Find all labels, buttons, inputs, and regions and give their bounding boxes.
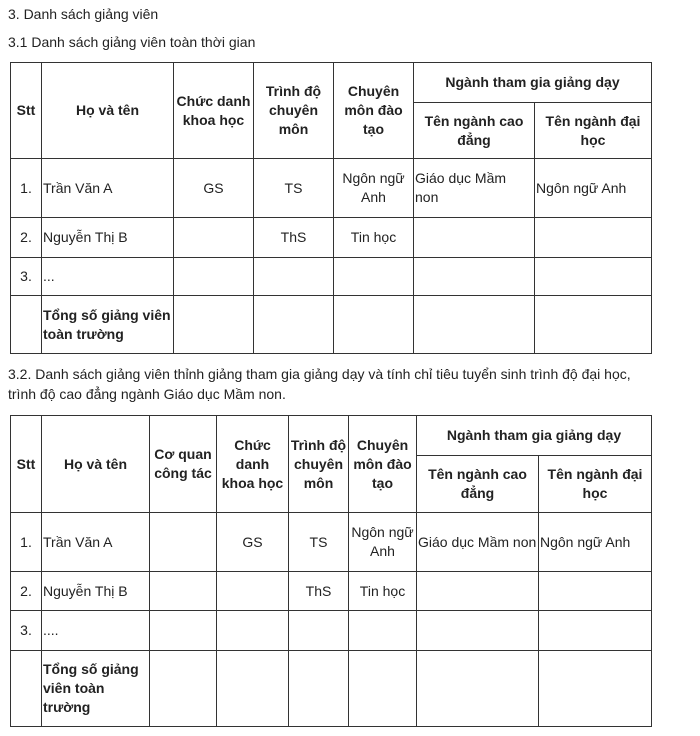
cell-stt: 1.: [11, 159, 42, 218]
total-row: [11, 651, 652, 727]
cell-agency: [150, 572, 217, 611]
header-specialty: Chuyên môn đào tạo: [334, 63, 414, 159]
total-row: [11, 296, 652, 354]
cell-stt: 3.: [11, 611, 42, 651]
cell-degree: [254, 258, 334, 296]
header-agency: Cơ quan công tác: [150, 416, 217, 513]
cell-university-major: Ngôn ngữ Anh: [539, 513, 652, 572]
table-row: [11, 572, 652, 611]
cell-degree: [289, 611, 349, 651]
table1-caption: 3.1 Danh sách giảng viên toàn thời gian: [8, 34, 256, 50]
cell-name: Nguyễn Thị B: [42, 218, 174, 258]
header-college-major: Tên ngành cao đẳng: [414, 103, 535, 159]
total-label: Tổng số giảng viên toàn trường: [42, 651, 150, 727]
table-row: [11, 159, 652, 218]
header-academic-title: Chức danh khoa học: [174, 63, 254, 159]
header-university-major: Tên ngành đại học: [539, 456, 652, 513]
cell-name: Trần Văn A: [42, 159, 174, 218]
cell-academic-title: [174, 218, 254, 258]
table-visiting-lecturers: [10, 415, 652, 727]
table2-caption: 3.2. Danh sách giảng viên thỉnh giảng tham gia giảng dạy và tính chỉ tiêu tuyển sinh trình độ đại học, trình độ cao đẳng ngành Giáo dục Mầm non.: [8, 366, 631, 402]
cell-university-major: [539, 611, 652, 651]
cell-academic-title: GS: [174, 159, 254, 218]
cell-academic-title: [217, 572, 289, 611]
total-label: Tổng số giảng viên toàn trường: [42, 296, 174, 354]
cell-degree: ThS: [254, 218, 334, 258]
cell-name: Trần Văn A: [42, 513, 150, 572]
table-row: [11, 611, 652, 651]
header-name: Họ và tên: [42, 63, 174, 159]
cell-name: ...: [42, 258, 174, 296]
header-teaching-majors: Ngành tham gia giảng dạy: [414, 63, 652, 103]
cell-university-major: [535, 218, 652, 258]
cell-stt: 1.: [11, 513, 42, 572]
table-row: [11, 258, 652, 296]
header-name: Họ và tên: [42, 416, 150, 513]
header-stt: Stt: [11, 416, 42, 513]
cell-specialty: Ngôn ngữ Anh: [334, 159, 414, 218]
header-academic-title: Chức danh khoa học: [217, 416, 289, 513]
cell-university-major: [535, 258, 652, 296]
header-college-major: Tên ngành cao đẳng: [417, 456, 539, 513]
cell-stt: 2.: [11, 218, 42, 258]
cell-degree: TS: [289, 513, 349, 572]
cell-college-major: [414, 218, 535, 258]
cell-agency: [150, 611, 217, 651]
table-row: [11, 218, 652, 258]
section-title: 3. Danh sách giảng viên: [8, 6, 159, 22]
cell-specialty: Ngôn ngữ Anh: [349, 513, 417, 572]
cell-academic-title: [217, 611, 289, 651]
table-row: [11, 513, 652, 572]
cell-college-major: [414, 258, 535, 296]
cell-college-major: [417, 611, 539, 651]
header-university-major: Tên ngành đại học: [535, 103, 652, 159]
cell-degree: ThS: [289, 572, 349, 611]
cell-name: Nguyễn Thị B: [42, 572, 150, 611]
cell-university-major: [539, 572, 652, 611]
cell-college-major: Giáo dục Mầm non: [414, 159, 535, 218]
cell-specialty: Tin học: [334, 218, 414, 258]
cell-college-major: Giáo dục Mầm non: [417, 513, 539, 572]
header-degree: Trình độ chuyên môn: [254, 63, 334, 159]
cell-college-major: [417, 572, 539, 611]
table-fulltime-lecturers: [10, 62, 652, 354]
cell-degree: TS: [254, 159, 334, 218]
cell-specialty: [349, 611, 417, 651]
cell-academic-title: GS: [217, 513, 289, 572]
header-stt: Stt: [11, 63, 42, 159]
cell-stt: 3.: [11, 258, 42, 296]
cell-name: ....: [42, 611, 150, 651]
cell-specialty: Tin học: [349, 572, 417, 611]
cell-agency: [150, 513, 217, 572]
cell-university-major: Ngôn ngữ Anh: [535, 159, 652, 218]
header-teaching-majors: Ngành tham gia giảng dạy: [417, 416, 652, 456]
cell-specialty: [334, 258, 414, 296]
header-specialty: Chuyên môn đào tạo: [349, 416, 417, 513]
cell-stt: 2.: [11, 572, 42, 611]
header-degree: Trình độ chuyên môn: [289, 416, 349, 513]
cell-academic-title: [174, 258, 254, 296]
